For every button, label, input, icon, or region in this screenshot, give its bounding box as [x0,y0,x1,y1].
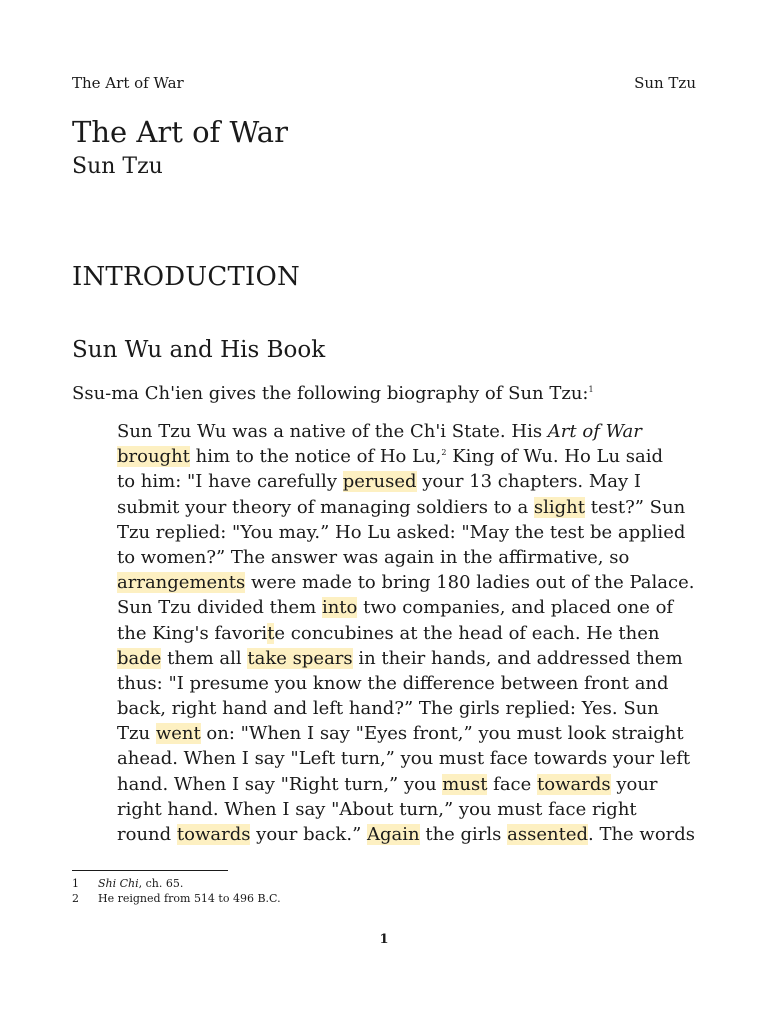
footnote-text: He reigned from 514 to 496 B.C. [98,892,281,905]
quote-text: . The words [588,824,696,845]
quote-line [117,469,662,494]
quote-line [117,671,669,696]
quote-text: in their hands, and addressed them [352,647,683,669]
highlighted-word: arrangements [117,572,246,594]
quote-text: your 13 chapters. May I [416,471,642,493]
quote-line [117,545,662,570]
highlighted-word: take spears [247,647,353,669]
quote-text: the girls [419,824,508,845]
highlighted-word: slight [533,496,586,518]
page-number: 1 [379,932,389,947]
highlighted-word: assented [507,824,588,845]
highlighted-word: towards [537,773,611,795]
quote-text: on: "When I say "Eyes front,” you must look straight [200,723,684,745]
quote-line [117,721,684,746]
footnote-ref-1[interactable]: 1 [588,385,594,394]
quote-text: to him: "I have carefully [117,471,343,493]
quote-line [117,419,662,444]
highlighted-word: perused [342,471,417,493]
quote-text: thus: "I presume you know the difference between front and [117,672,669,694]
quote-text: back, right hand and left hand?” The girls replied: Yes. Sun [117,698,659,720]
footnote-number: 1 [72,877,79,890]
quote-line [117,444,662,469]
quote-text: were made to bring 180 ladies out of the Palace. [245,572,695,594]
quote-line [117,772,662,797]
lead-paragraph [72,381,594,407]
quote-line [117,495,686,520]
quote-line [117,797,662,822]
quote-line [117,595,674,620]
quote-text: to women?” The answer was again in the affirmative, so [117,546,630,568]
footnote-text: , ch. 65. [138,877,184,890]
quote-text: ahead. When I say "Left turn,” you must face towards your left [117,748,691,770]
book-title: The Art of War [72,115,288,149]
highlighted-word: into [321,597,358,619]
highlighted-word: bade [117,647,162,669]
quote-text: round [117,824,177,845]
quote-line [117,520,686,545]
quote-text: the King's favori [117,622,268,644]
quote-text: King of Wu. Ho Lu said [446,446,664,468]
quote-line [117,696,662,721]
section-heading: Sun Wu and His Book [72,337,326,363]
quote-text: Tzu [117,723,156,745]
quote-line [117,621,662,646]
highlighted-word: Again [367,824,420,845]
quote-text: your back.” [250,824,367,845]
chapter-heading: INTRODUCTION [72,262,300,292]
quote-text: submit your theory of managing soldiers to a [117,496,534,518]
highlighted-word: t [267,622,275,644]
quote-text: e concubines at the head of each. He then [274,622,660,644]
quote-text: your [610,773,658,795]
quote-text: Tzu replied: "You may.” Ho Lu asked: "May the test be applied [117,521,686,543]
quote-text: face [487,773,538,795]
lead-text: Ssu-ma Ch'ien gives the following biography of Sun Tzu: [72,383,589,404]
quote-text: two companies, and placed one of [357,597,674,619]
quote-text: Sun Tzu Wu was a native of the Ch'i State. His [117,421,548,442]
running-header-author: Sun Tzu [634,74,696,92]
footnote-source-title: Shi Chi [98,877,139,890]
italic-title: Art of War [547,421,642,442]
highlighted-word: towards [176,824,251,845]
quote-text: them all [161,647,248,669]
highlighted-word: must [442,773,488,795]
quote-text: Sun Tzu divided them [117,597,322,619]
quote-text: right hand. When I say "About turn,” you must face right [117,798,637,820]
quote-line [117,570,695,595]
running-header-title: The Art of War [72,74,184,92]
footnote-2 [72,892,281,906]
highlighted-word: went [155,723,201,745]
footnote-divider [72,870,228,871]
quote-text: him to the notice of Ho Lu, [189,446,442,468]
block-quote [117,419,696,847]
quote-text: hand. When I say "Right turn,” you [117,773,443,795]
quote-text: test?” Sun [585,496,686,518]
footnote-number: 2 [72,892,79,905]
footnote-ref-2[interactable]: 2 [441,448,447,458]
quote-line [117,646,683,671]
book-author: Sun Tzu [72,154,163,179]
footnote-1 [72,877,183,891]
quote-line [117,746,691,771]
quote-line [117,822,696,847]
highlighted-word: brought [117,446,190,468]
